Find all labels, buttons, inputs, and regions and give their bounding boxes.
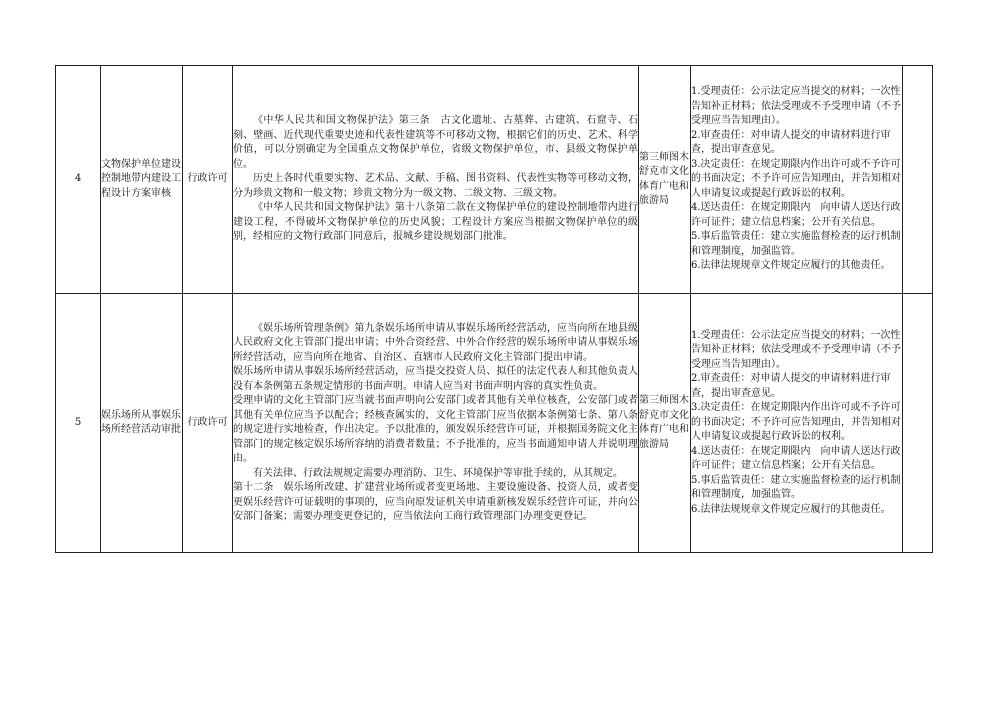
table-row — [56, 294, 933, 553]
responsibility-item: 4.送达责任：在规定期限内 向申请人送达行政许可证件；建立信息档案；公开有关信息。 — [691, 202, 901, 228]
row-number: 4 — [56, 66, 101, 294]
responsibility-item: 1.受理责任：公示法定应当提交的材料；一次性告知补正材料；依法受理或不予受理申请（不予受理应当告知理由）。 — [691, 329, 901, 370]
table-row — [56, 66, 933, 294]
legal-basis — [233, 66, 639, 294]
remarks-cell — [903, 294, 933, 553]
responsibility-item: 6.法律法规规章文件规定应履行的其他责任。 — [691, 503, 891, 515]
responsibility-item: 4.送达责任：在规定期限内 向申请人送达行政许可证件；建立信息档案；公开有关信息。 — [691, 445, 901, 472]
basis-paragraph: 《娱乐场所管理条例》第九条娱乐场所申请从事娱乐场所经营活动，应当向所在地县级人民政府文化主管部门提出申请；中外合资经营、中外合作经营的娱乐场所申请从事娱乐场所经营活动，应当向所在地省、自治区、直辖市人民政府文化主管部门提出申请。 — [233, 322, 638, 363]
basis-paragraph: 《中华人民共和国文物保护法》第十八条第二款在文物保护单位的建设控制地带内进行建设工程，不得破坏文物保护单位的历史风貌；工程设计方案应当根据文物保护单位的级别，经相应的文物行政部门同意后，报城乡建设规划部门批准。 — [233, 202, 638, 243]
item-type: 行政许可 — [183, 66, 233, 294]
permit-table — [55, 65, 933, 553]
responsibility-item: 3.决定责任：在规定期限内作出许可或不予许可的书面决定；不予许可应告知理由，并告知相对人申请复议或提起行政诉讼的权利。 — [691, 158, 901, 199]
responsibility-list — [691, 66, 903, 294]
item-name: 娱乐场所从事娱乐场所经营活动审批 — [101, 294, 183, 553]
responsibility-item: 5.事后监管责任：建立实施监督检查的运行机制和管理制度，加强监管。 — [691, 231, 901, 257]
basis-paragraph: 第十二条 娱乐场所改建、扩建营业场所或者变更场地、主要设施设备、投资人员，或者变更娱乐经营许可证载明的事项的，应当向原发证机关申请重新核发娱乐经营许可证，并向公安部门备案；需要办理变更登记的，应当依法向工商行政管理部门办理变更登记。 — [233, 482, 638, 522]
basis-paragraph: 受理申请的文化主管部门应当就书面声明向公安部门或者其他有关单位核查，公安部门或者其他有关单位应当予以配合；经核查属实的，文化主管部门应当依据本条例第七条、第八条的规定进行实地检查，作出决定。予以批准的，颁发娱乐经营许可证，并根据国务院文化主管部门的规定核定娱乐场所容纳的消费者数量；不予批准的，应当书面通知申请人并说明理由。 — [233, 395, 638, 464]
responsibility-item: 5.事后监管责任：建立实施监督检查的运行机制和管理制度，加强监管。 — [691, 474, 901, 501]
responsible-unit: 第三师图木舒克市文化体育广电和旅游局 — [639, 66, 691, 294]
responsibility-item: 1.受理责任：公示法定应当提交的材料；一次性告知补正材料；依法受理或不予受理申请（不予受理应当告知理由）。 — [691, 86, 901, 127]
responsible-unit: 第三师图木舒克市文化体育广电和旅游局 — [639, 294, 691, 553]
item-name: 文物保护单位建设控制地带内建设工程设计方案审核 — [101, 66, 183, 294]
basis-paragraph: 有关法律、行政法规规定需要办理消防、卫生、环境保护等审批手续的，从其规定。 — [253, 467, 623, 479]
responsibility-list — [691, 294, 903, 553]
basis-paragraph: 历史上各时代重要实物、艺术品、文献、手稿、图书资料、代表性实物等可移动文物，分为珍贵文物和一般文物；珍贵文物分为一级文物、二级文物、三级文物。 — [233, 173, 638, 199]
item-type: 行政许可 — [183, 294, 233, 553]
responsibility-item: 2.审查责任：对申请人提交的申请材料进行审查，提出审查意见。 — [691, 373, 891, 399]
basis-paragraph: 娱乐场所申请从事娱乐场所经营活动，应当提交投资人员、拟任的法定代表人和其他负责人没有本条例第五条规定情形的书面声明。申请人应当对书面声明内容的真实性负责。 — [233, 366, 638, 392]
basis-paragraph: 《中华人民共和国文物保护法》第三条 古文化遗址、古墓葬、古建筑、石窟寺、石刻、壁画、近代现代重要史迹和代表性建筑等不可移动文物，根据它们的历史、艺术、科学价值，可以分别确定为全国重点文物保护单位，省级文物保护单位，市、县级文物保护单位。 — [233, 115, 638, 170]
legal-basis — [233, 294, 639, 553]
responsibility-item: 2.审查责任：对申请人提交的申请材料进行审查，提出审查意见。 — [691, 129, 891, 156]
row-number: 5 — [56, 294, 101, 553]
remarks-cell — [903, 66, 933, 294]
responsibility-item: 3.决定责任：在规定期限内作出许可或不予许可的书面决定；不予许可应告知理由，并告知相对人申请复议或提起行政诉讼的权利。 — [691, 402, 901, 443]
responsibility-item: 6.法律法规规章文件规定应履行的其他责任。 — [691, 260, 891, 272]
